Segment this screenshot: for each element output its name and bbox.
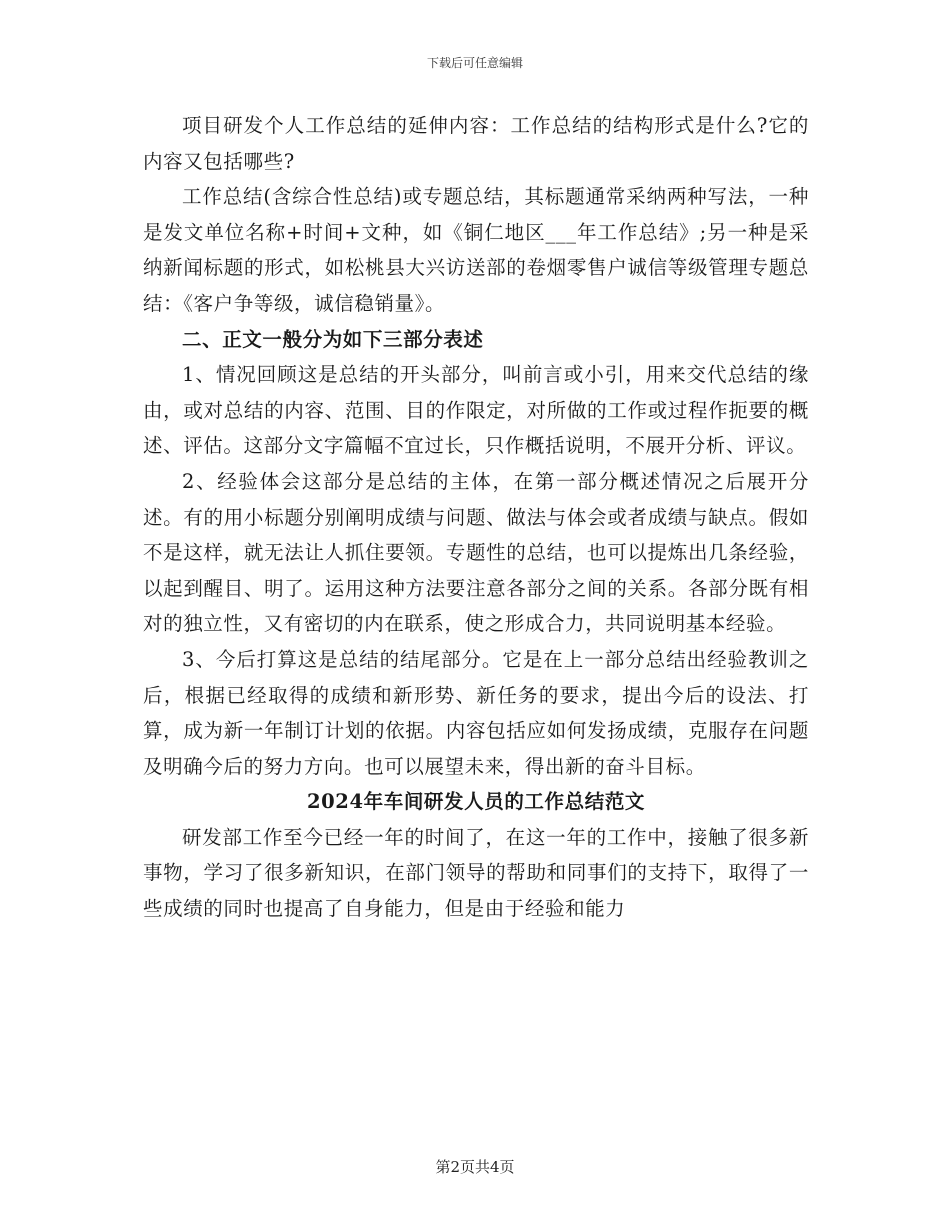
page-footer: 第2页共4页 (435, 1158, 515, 1176)
paragraph-future-plans: 3、今后打算这是总结的结尾部分。它是在上一部分总结出经验教训之后，根据已经取得的成绩和新形势、新任务的要求，提出今后的设法、打算，成为新一年制订计划的依据。内容包括应如何发扬成绩，克服存在问题及明确今后的努力方向。也可以展望未来，得出新的奋斗目标。 (143, 647, 809, 778)
section-heading: 二、正文一般分为如下三部分表述 (182, 327, 484, 351)
page-header: 下载后可任意编辑 (426, 56, 523, 70)
paragraph-experience: 2、经验体会这部分是总结的主体，在第一部分概述情况之后展开分述。有的用小标题分别阐明成绩与问题、做法与体会或者成绩与缺点。假如不是这样，就无法让人抓住要领。专题性的总结，也可以提炼出几条经验，以起到醒目、明了。运用这种方法要注意各部分之间的关系。各部分既有相对的独立性，又有密切的内在联系，使之形成合力，共同说明基本经验。 (143, 469, 809, 636)
paragraph-title-formats: 工作总结(含综合性总结)或专题总结，其标题通常采纳两种写法，一种是发文单位名称+时间+文种，如《铜仁地区___年工作总结》;另一种是采纳新闻标题的形式，如松桃县大兴访送部的卷烟零售户诚信等级管理专题总结：《客户争等级，诚信稳销量》。 (143, 185, 809, 315)
paragraph-intro: 项目研发个人工作总结的延伸内容：工作总结的结构形式是什么?它的内容又包括哪些? (143, 114, 809, 173)
paragraph-rd-summary: 研发部工作至今已经一年的时间了，在这一年的工作中，接触了很多新事物，学习了很多新知识，在部门领导的帮助和同事们的支持下，取得了一些成绩的同时也提高了自身能力，但是由于经验和能力 (143, 825, 809, 921)
document-body (143, 108, 809, 927)
article-title: 2024年车间研发人员的工作总结范文 (306, 790, 646, 814)
paragraph-situation-review: 1、情况回顾这是总结的开头部分，叫前言或小引，用来交代总结的缘由，或对总结的内容、范围、目的作限定，对所做的工作或过程作扼要的概述、评估。这部分文字篇幅不宜过长，只作概括说明，不展开分析、评议。 (143, 363, 809, 458)
